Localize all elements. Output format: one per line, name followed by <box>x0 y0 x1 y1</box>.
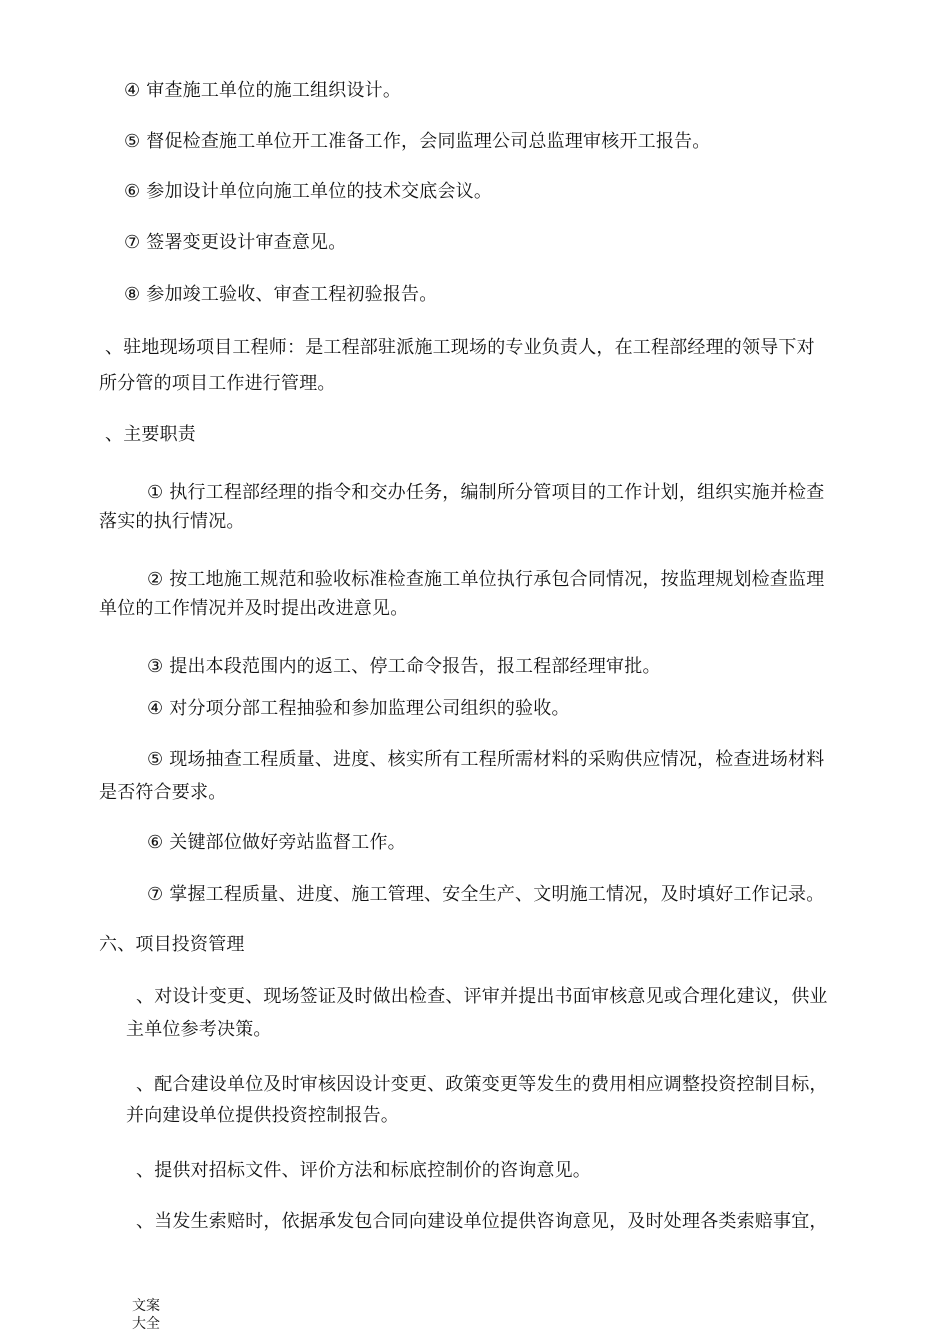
section-heading: 、主要职责 <box>105 424 196 445</box>
paragraph-line: 、驻地现场项目工程师：是工程部驻派施工现场的专业负责人，在工程部经理的领导下对 <box>105 337 815 358</box>
footer-line-1: 文案 <box>132 1298 160 1314</box>
list-item-continuation: 落实的执行情况。 <box>99 511 245 532</box>
paragraph-line: 、提供对招标文件、评价方法和标底控制价的咨询意见。 <box>136 1160 591 1181</box>
list-item-continuation: 单位的工作情况并及时提出改进意见。 <box>99 598 409 619</box>
list-item: ④ 对分项分部工程抽验和参加监理公司组织的验收。 <box>147 698 570 719</box>
list-item: ⑧ 参加竣工验收、审查工程初验报告。 <box>124 284 438 305</box>
list-item-continuation: 是否符合要求。 <box>99 782 227 803</box>
paragraph-line: 并向建设单位提供投资控制报告。 <box>126 1105 399 1126</box>
list-item: ⑥ 参加设计单位向施工单位的技术交底会议。 <box>124 181 493 202</box>
footer-line-2: 大全 <box>132 1316 160 1332</box>
list-item: ⑤ 督促检查施工单位开工准备工作，会同监理公司总监理审核开工报告。 <box>124 131 711 152</box>
list-item: ① 执行工程部经理的指令和交办任务，编制所分管项目的工作计划，组织实施并检查 <box>147 482 825 503</box>
paragraph-line: 主单位参考决策。 <box>126 1019 272 1040</box>
paragraph-line: 、当发生索赔时，依据承发包合同向建设单位提供咨询意见，及时处理各类索赔事宜， <box>136 1211 828 1232</box>
list-item: ③ 提出本段范围内的返工、停工命令报告，报工程部经理审批。 <box>147 656 661 677</box>
footer-text <box>132 1297 160 1333</box>
paragraph-line: 、配合建设单位及时审核因设计变更、政策变更等发生的费用相应调整投资控制目标， <box>136 1074 828 1095</box>
list-item: ② 按工地施工规范和验收标准检查施工单位执行承包合同情况，按监理规划检查监理 <box>147 569 825 590</box>
list-item: ⑦ 签署变更设计审查意见。 <box>124 232 347 253</box>
paragraph-line: 、对设计变更、现场签证及时做出检查、评审并提出书面审核意见或合理化建议，供业 <box>136 986 828 1007</box>
list-item: ⑥ 关键部位做好旁站监督工作。 <box>147 832 406 853</box>
list-item: ⑤ 现场抽查工程质量、进度、核实所有工程所需材料的采购供应情况，检查进场材料 <box>147 749 825 770</box>
list-item: ⑦ 掌握工程质量、进度、施工管理、安全生产、文明施工情况，及时填好工作记录。 <box>147 884 825 905</box>
paragraph-line: 所分管的项目工作进行管理。 <box>99 373 336 394</box>
section-heading: 六、项目投资管理 <box>99 934 245 955</box>
list-item: ④ 审查施工单位的施工组织设计。 <box>124 80 402 101</box>
